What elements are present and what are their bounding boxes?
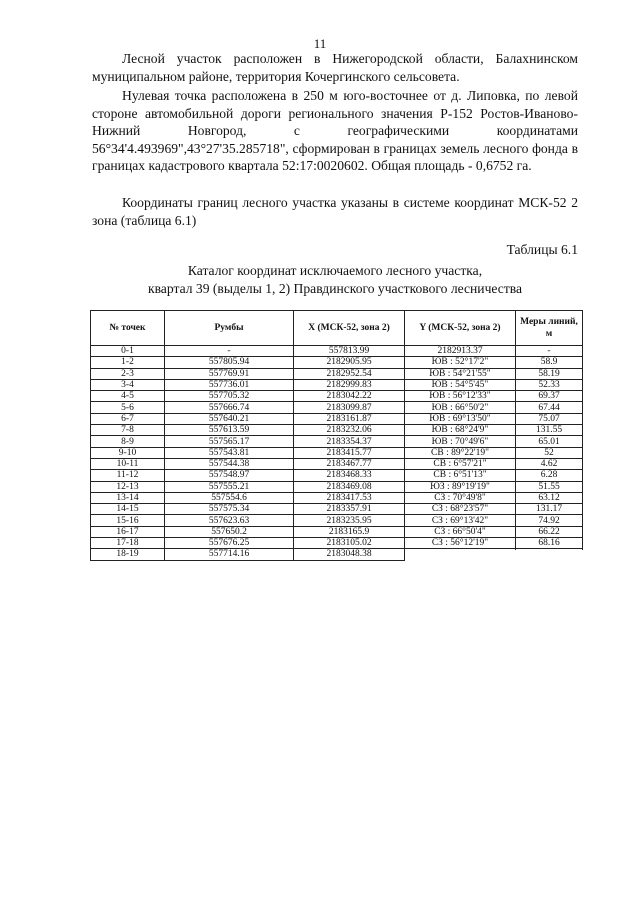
table-title-line1: Каталог координат исключаемого лесного участка, [187,263,483,278]
cell-point: 16-17 [91,526,165,537]
cell-rumb: - [165,346,294,357]
cell-rumb: СЗ : 69°13'42" [405,515,516,526]
cell-point: 13-14 [91,492,165,503]
cell-rumb: ЮВ : 66°50'2" [405,402,516,413]
cell-y: 2182999.83 [294,379,405,390]
cell-length: 66.22 [516,526,583,537]
cell-length: 75.07 [516,413,583,424]
cell-point: 7-8 [91,425,165,436]
cell-point: 3-4 [91,379,165,390]
cell-rumb: ЮВ : 54°21'55" [405,368,516,379]
cell-x: 557548.97 [165,470,294,481]
cell-rumb: СЗ : 70°49'8" [405,492,516,503]
cell-x: 557736.01 [165,379,294,390]
header-rumbs: Румбы [165,311,294,346]
cell-point: 2-3 [91,368,165,379]
cell-y: 2183232.06 [294,425,405,436]
cell-x: 557666.74 [165,402,294,413]
cell-y: 2182913.37 [405,346,516,357]
cell-x: 557554.6 [165,492,294,503]
cell-rumb: ЮВ : 68°24'9" [405,425,516,436]
cell-rumb: СЗ : 56°12'19" [405,538,516,549]
cell-point: 0-1 [91,346,165,357]
cell-x: 557623.63 [165,515,294,526]
cell-rumb: СВ : 6°51'13" [405,470,516,481]
cell-y: 2183042.22 [294,391,405,402]
cell-y: 2183468.33 [294,470,405,481]
cell-point: 18-19 [91,549,165,560]
paragraph-zero-point: Нулевая точка расположена в 250 м юго-восточнее от д. Липовка, по левой стороне автомобильной дороги регионального значения Р-152 Ростов-Иваново-Нижний Новгород, с географическими координатами 56°34'4.493969",43°27'35.285718", сформирован в границах земель лесного фонда в границах кадастрового квартала 52:17:0020602. Общая площадь - 0,6752 га. [92,88,578,174]
page-number: 11 [313,36,327,51]
cell-x: 557650.2 [165,526,294,537]
cell-rumb: ЮВ : 52°17'2" [405,357,516,368]
cell-point: 15-16 [91,515,165,526]
table-title-line2: квартал 39 (выделы 1, 2) Правдинского участкового лесничества [147,281,523,296]
cell-point: 14-15 [91,504,165,515]
cell-rumb: СВ : 89°22'19" [405,447,516,458]
cell-length: 63.12 [516,492,583,503]
cell-rumb: СЗ : 66°50'4" [405,526,516,537]
cell-x: 557805.94 [165,357,294,368]
cell-length: 4.62 [516,458,583,469]
cell-y: 2183415.77 [294,447,405,458]
cell-rumb: ЮВ : 70°49'6" [405,436,516,447]
cell-y: 2183048.38 [294,549,405,560]
cell-point: 10-11 [91,458,165,469]
coordinates-table [90,310,583,561]
cell-x: 557813.99 [294,346,405,357]
cell-length: 131.17 [516,504,583,515]
header-y: Y (МСК-52, зона 2) [405,311,516,346]
cell-length: - [516,346,583,357]
cell-y: 2183417.53 [294,492,405,503]
cell-rumb: ЮЗ : 89°19'19" [405,481,516,492]
cell-y: 2183354.37 [294,436,405,447]
cell-length: 74.92 [516,515,583,526]
cell-point: 9-10 [91,447,165,458]
header-lengths: Меры линий, м [516,311,583,346]
header-x: X (МСК-52, зона 2) [294,311,405,346]
cell-x: 557613.59 [165,425,294,436]
cell-rumb: СВ : 6°57'21" [405,458,516,469]
cell-x: 557555.21 [165,481,294,492]
table-label: Таблицы 6.1 [506,242,578,257]
cell-length: 68.16 [516,538,583,549]
cell-rumb: ЮВ : 69°13'50" [405,413,516,424]
cell-x: 557769.91 [165,368,294,379]
cell-length: 58.19 [516,368,583,379]
cell-point: 6-7 [91,413,165,424]
cell-point: 8-9 [91,436,165,447]
cell-length: 52 [516,447,583,458]
cell-length: 51.55 [516,481,583,492]
cell-x: 557565.17 [165,436,294,447]
cell-length: 69.37 [516,391,583,402]
cell-length: 58.9 [516,357,583,368]
cell-rumb: ЮВ : 54°5'45" [405,379,516,390]
cell-y: 2183105.02 [294,538,405,549]
cell-length: 6.28 [516,470,583,481]
paragraph-location: Лесной участок расположен в Нижегородской области, Балахнинском муниципальном районе, территория Кочергинского сельсовета. [92,51,578,84]
cell-y: 2183467.77 [294,458,405,469]
cell-y: 2183099.87 [294,402,405,413]
cell-point: 11-12 [91,470,165,481]
cell-rumb: СЗ : 68°23'57" [405,504,516,515]
cell-point: 12-13 [91,481,165,492]
cell-x: 557575.34 [165,504,294,515]
cell-length: 52.33 [516,379,583,390]
cell-x: 557640.21 [165,413,294,424]
cell-point: 5-6 [91,402,165,413]
cell-y: 2183235.95 [294,515,405,526]
cell-point: 1-2 [91,357,165,368]
cell-x: 557544.38 [165,458,294,469]
cell-y: 2182905.95 [294,357,405,368]
cell-x: 557543.81 [165,447,294,458]
cell-y: 2183469.08 [294,481,405,492]
cell-y: 2182952.54 [294,368,405,379]
cell-y: 2183161.87 [294,413,405,424]
cell-length: 67.44 [516,402,583,413]
cell-point: 17-18 [91,538,165,549]
cell-y: 2183165.9 [294,526,405,537]
table-header-row [91,311,583,346]
paragraph-coordinate-system: Координаты границ лесного участка указаны в системе координат МСК-52 2 зона (таблица 6.1) [92,195,578,228]
cell-length: 65.01 [516,436,583,447]
cell-x: 557705.32 [165,391,294,402]
cell-point: 4-5 [91,391,165,402]
cell-x: 557714.16 [165,549,294,560]
cell-y: 2183357.91 [294,504,405,515]
header-points: № точек [91,311,165,346]
table-body [91,346,583,561]
cell-length: 131.55 [516,425,583,436]
cell-x: 557676.25 [165,538,294,549]
cell-rumb: ЮВ : 56°12'33" [405,391,516,402]
